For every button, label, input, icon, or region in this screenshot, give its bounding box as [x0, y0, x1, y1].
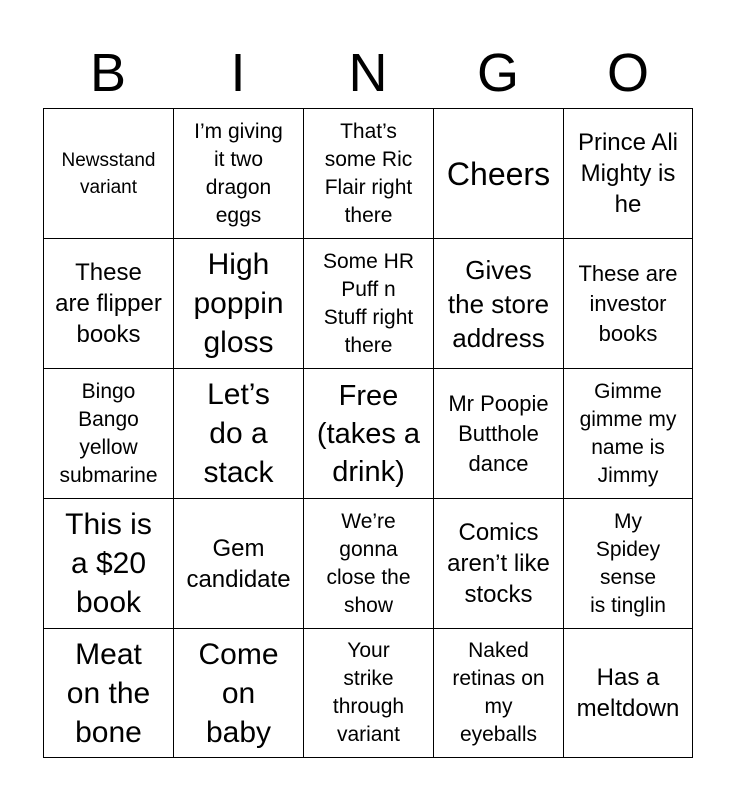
cell-text: My Spidey sense is tinglin: [590, 509, 666, 617]
cell-text: That’s some Ric Flair right there: [324, 119, 413, 227]
header-letter-i: I: [230, 43, 246, 103]
cell-text: Let’s do a stack: [203, 378, 274, 489]
bingo-cell-r1c4[interactable]: [434, 109, 564, 239]
cell-text: Free (takes a drink): [316, 379, 421, 488]
bingo-cell-r5c5[interactable]: [564, 629, 692, 757]
cell-text: Come on baby: [198, 637, 279, 749]
bingo-cell-r2c4[interactable]: [434, 239, 564, 369]
cell-text: Gives the store address: [447, 254, 550, 353]
cell-text: Cheers: [446, 155, 551, 192]
bingo-cell-r5c3[interactable]: [304, 629, 434, 757]
cell-text: Bingo Bango yellow submarine: [59, 379, 158, 487]
cell-text: I’m giving it two dragon eggs: [194, 119, 283, 227]
bingo-cell-r1c5[interactable]: [564, 109, 692, 239]
cell-text: We’re gonna close the show: [326, 509, 411, 617]
cell-text: These are investor books: [578, 260, 678, 346]
cell-text: Some HR Puff n Stuff right there: [322, 249, 415, 357]
header-letter-o: O: [606, 43, 649, 103]
bingo-cell-r3c2[interactable]: [174, 369, 304, 499]
bingo-cell-r5c4[interactable]: [434, 629, 564, 757]
cell-text: These are flipper books: [55, 259, 162, 348]
bingo-cell-r4c4[interactable]: [434, 499, 564, 629]
bingo-cell-r4c1[interactable]: [44, 499, 174, 629]
bingo-cell-r3c5[interactable]: [564, 369, 692, 499]
cell-text: Newsstand variant: [61, 149, 156, 198]
header-letter-b: B: [89, 43, 127, 103]
bingo-cell-r4c2[interactable]: [174, 499, 304, 629]
bingo-cell-r1c2[interactable]: [174, 109, 304, 239]
cell-text: Has a meltdown: [576, 664, 680, 722]
bingo-cell-r5c2[interactable]: [174, 629, 304, 757]
cell-text: Mr Poopie Butthole dance: [448, 390, 549, 476]
cell-text: Your strike through variant: [332, 639, 405, 746]
cell-text: Meat on the bone: [66, 637, 151, 749]
bingo-cell-r4c5[interactable]: [564, 499, 692, 629]
cell-text: This is a $20 book: [65, 508, 152, 619]
cell-text: Naked retinas on my eyeballs: [452, 639, 545, 746]
cell-text: High poppin gloss: [193, 248, 284, 359]
cell-text: Comics aren’t like stocks: [447, 519, 550, 608]
cell-text: Prince Ali Mighty is he: [577, 129, 679, 218]
bingo-cell-r2c5[interactable]: [564, 239, 692, 369]
bingo-cell-r3c1[interactable]: [44, 369, 174, 499]
bingo-cell-r2c3[interactable]: [304, 239, 434, 369]
cell-text: Gem candidate: [186, 534, 291, 593]
bingo-cell-r1c3[interactable]: [304, 109, 434, 239]
bingo-cell-r5c1[interactable]: [44, 629, 174, 757]
header-letter-g: G: [476, 43, 519, 103]
bingo-cell-r2c2[interactable]: [174, 239, 304, 369]
bingo-header: [43, 40, 693, 106]
bingo-cell-r3c4[interactable]: [434, 369, 564, 499]
bingo-cell-r2c1[interactable]: [44, 239, 174, 369]
bingo-cell-r3c3[interactable]: [304, 369, 434, 499]
cell-text: Gimme gimme my name is Jimmy: [579, 379, 677, 487]
header-letter-n: N: [348, 43, 388, 103]
bingo-board: [43, 108, 693, 758]
bingo-cell-r4c3[interactable]: [304, 499, 434, 629]
bingo-cell-r1c1[interactable]: [44, 109, 174, 239]
